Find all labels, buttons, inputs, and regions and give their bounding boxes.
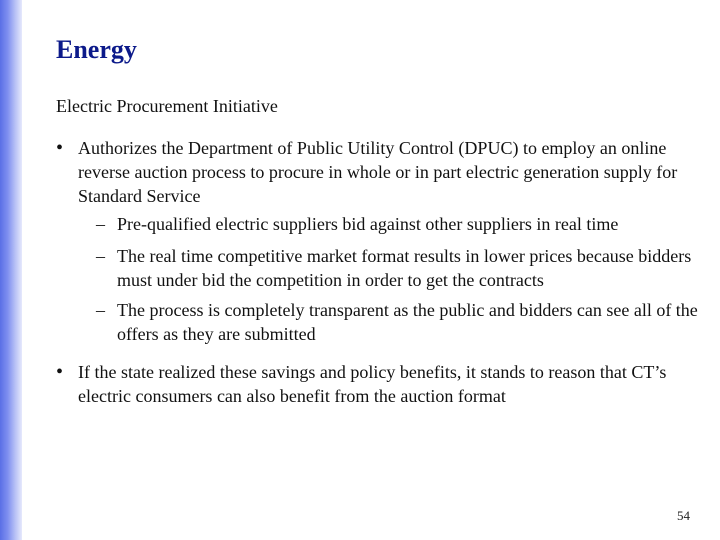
slide-subheading: Electric Procurement Initiative: [56, 96, 278, 116]
dash-icon: –: [96, 246, 105, 266]
dash-icon: –: [96, 214, 105, 234]
bullet-text: Authorizes the Department of Public Utility Control (DPUC) to employ an online reverse auction process to procure in whole or in part electric generation supply for Standard Service: [78, 138, 678, 206]
sub-bullet-text: The process is completely transparent as the public and bidders can see all of the offers as they are submitted: [117, 300, 698, 344]
dash-icon: –: [96, 300, 105, 320]
sub-bullet-text: Pre-qualified electric suppliers bid against other suppliers in real time: [117, 214, 619, 234]
slide-title: Energy: [56, 35, 137, 64]
bullet-icon: •: [56, 361, 64, 383]
sub-bullet-text: The real time competitive market format results in lower prices because bidders must under bid the competition in order to get the contracts: [117, 246, 692, 290]
bullet-icon: •: [56, 137, 64, 159]
bullet-text: If the state realized these savings and policy benefits, it stands to reason that CT’s electric consumers can also benefit from the auction format: [78, 362, 667, 406]
side-gradient-bar: [0, 0, 22, 540]
page-number: 54: [677, 508, 690, 523]
